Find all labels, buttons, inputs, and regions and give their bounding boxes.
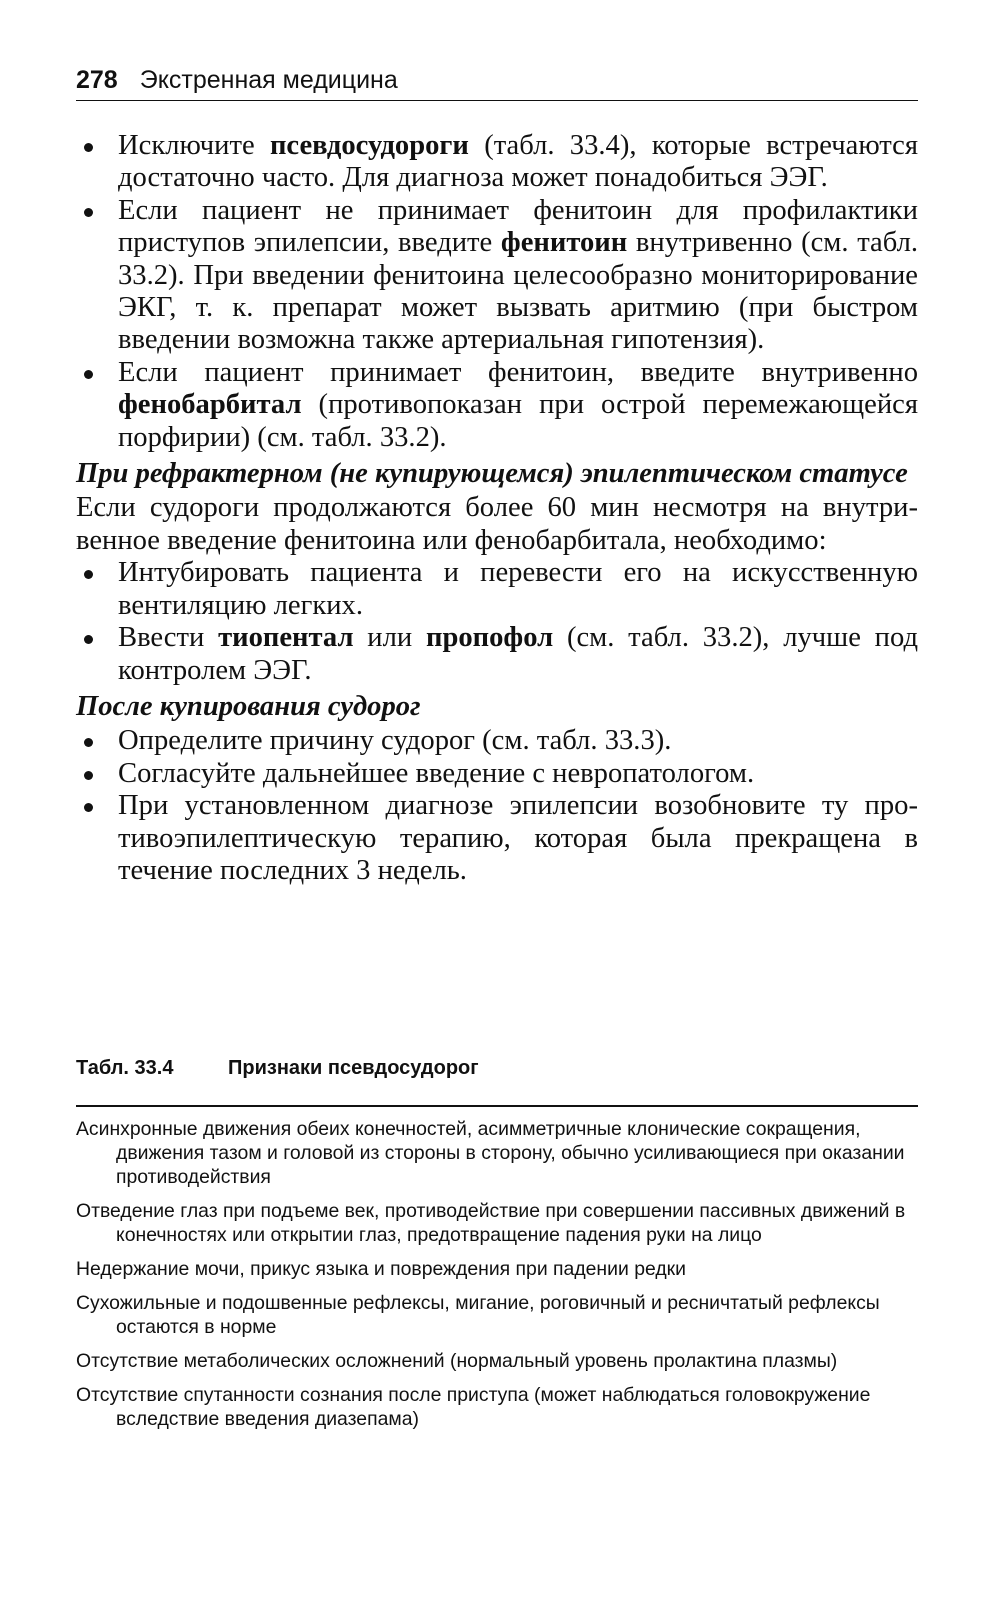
bullet-list [76,725,918,887]
bold-term: фенитоин [500,227,628,259]
bullet-text: внутривенно (см. табл. 33.2). При введении фенитоина целесообразно мониторирование ЭКГ, т. к. препарат может вызвать аритмию (при быстром введении возможна также артериальная гипотензия). [118,227,918,356]
bullet-text: Ввести [118,622,219,654]
bullet-item [76,725,918,757]
section-heading: При рефрактерном (не купирующемся) эпилептическом статусе [76,458,908,490]
bullet-text: Если пациент не принимает фенитоин для профилактики приступов эпилепсии, введите [118,194,918,259]
table-row: Асинхронные движения обеих конечностей, асимметричные клонические сокращения, движения тазом и головой из стороны в сторону, обычно усиливающиеся при оказании противодействия [76,1118,905,1188]
bold-term: тиопентал [218,622,354,654]
bullet-item [76,758,918,790]
table-number: Табл. 33.4 [76,1057,174,1079]
table-caption [76,1053,918,1083]
table-title: Признаки псевдосудорог [228,1057,479,1079]
page-number: 278 [76,66,118,94]
bullet-list [76,130,918,454]
bullet-item [76,195,918,357]
table-rule [76,1105,918,1107]
bullet-item [76,790,918,887]
running-head [76,62,918,101]
bullet-item [76,357,918,454]
bullet-text: Интубировать пациента и перевести его на искусственную вентиляцию легких. [118,557,918,621]
table-row: Отсутствие метаболических осложнений (нормальный уровень пролактина плазмы) [76,1350,838,1372]
bullet-text: Исключите [118,130,270,161]
section-heading: После купирования судорог [76,690,421,722]
bullet-text: (см. табл. 33.2), лучше под контролем ЭЭГ. [118,622,918,686]
bullet-item [76,622,918,687]
bullet-item [76,130,918,195]
table-row: Недержание мочи, прикус языка и повреждения при падении редки [76,1258,686,1280]
bullet-text: или [353,622,426,654]
bullet-text: (противопоказан при острой перемежающейся порфирии) (см. табл. 33.2). [118,389,918,453]
table-rows [76,1117,918,1431]
running-title: Экстренная медицина [139,66,398,94]
bold-term: фенобарбитал [118,389,302,421]
bullet-item [76,557,918,622]
body-text [76,130,918,887]
table-row: Сухожильные и подошвенные рефлексы, мигание, роговичный и ресничтатый рефлексы остаются в норме [76,1292,880,1338]
table-block [76,1053,918,1441]
bullet-text: Согласуйте дальнейшее введение с невропатологом. [118,757,755,789]
bold-term: пропофол [425,622,554,654]
bullet-list [76,557,918,687]
bullet-text: (табл. 33.4), которые встречаются достаточно часто. Для диагноза может понадобиться ЭЭГ. [118,130,918,194]
bullet-text: При установленном диагнозе эпилепсии возобновите ту противоэпилептическую терапию, которая была прекращена в течение последних 3 недель. [118,790,918,886]
section-intro: Если судороги продолжаются более 60 мин несмотря на внутривенное введение фенитоина или фенобарбитала, необходимо: [76,492,918,556]
bullet-text: Если пациент принимает фенитоин, введите внутривенно [118,356,918,388]
table-row: Отсутствие спутанности сознания после приступа (может наблюдаться головокружение вследствие введения диазепама) [76,1384,871,1430]
table-row: Отведение глаз при подъеме век, противодействие при совершении пассивных движений в конечностях или открытии глаз, предотвращение падения руки на лицо [76,1200,906,1246]
bullet-text: Определите причину судорог (см. табл. 33.3). [118,725,672,757]
bold-term: псевдосудороги [269,130,469,161]
